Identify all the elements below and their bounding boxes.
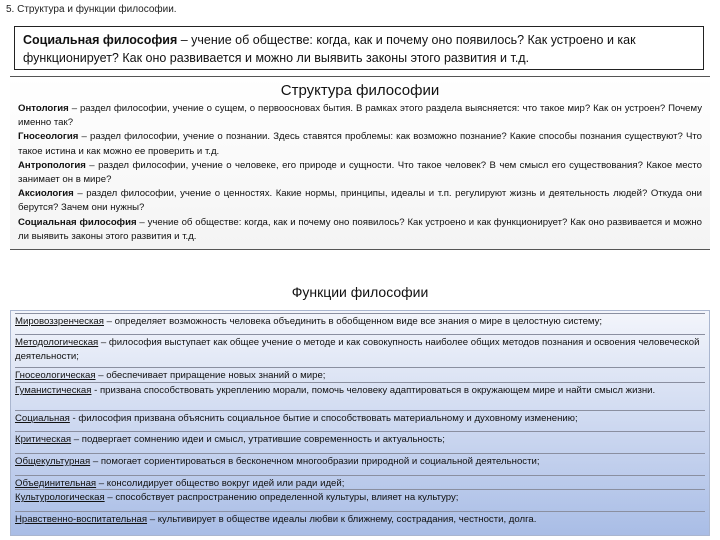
slide-title: 5. Структура и функции философии.: [6, 4, 177, 15]
function-item-moral-educational: [15, 511, 705, 527]
function-term: Нравственно-воспитательная: [15, 514, 148, 525]
structure-text: – раздел философии, учение о человеке, его природе и сущности. Что такое человек? В чем смысл его существования? Какое место занимает он в мире?: [18, 159, 702, 186]
function-item-gnoseological: [15, 367, 705, 383]
function-term: Мировоззренческая: [15, 316, 104, 327]
function-text: – консолидирует общество вокруг идей или ради идей;: [96, 478, 345, 489]
function-text: – философия выступает как общее учение о методе и как совокупность наиболее общих методов познания и освоения человеческой деятельности;: [15, 337, 700, 362]
function-term: Гносеологическая: [15, 370, 96, 381]
function-item-humanistic: [15, 382, 705, 398]
function-term: Социальная: [15, 413, 70, 424]
definition-term: Социальная философия: [23, 33, 178, 47]
function-item-social: [15, 410, 705, 426]
structure-text: – раздел философии, учение о сущем, о первоосновах бытия. В рамках этого раздела выясняется: что такое мир? Как он устроен? Почему именно так?: [18, 103, 702, 129]
structure-item-axiology: [18, 187, 702, 215]
definition-box: [14, 26, 704, 70]
function-text: – способствует распространению определенной культуры, влияет на культуру;: [104, 492, 459, 503]
structure-text: – раздел философии, учение о познании. Здесь ставятся проблемы: как возможно познание? Какие способы познания существуют? Что такое истина и как можно ее проверить и т.д.: [18, 131, 702, 157]
structure-term: Антропология: [18, 159, 86, 171]
structure-title: Структура философии: [280, 82, 440, 99]
function-item-critical: [15, 431, 705, 447]
function-item-culturological: [15, 489, 705, 505]
structure-text: – раздел философии, учение о ценностях. Какие нормы, принципы, идеалы и т.п. регулируют жизнь и деятельность людей? Откуда они берутся? Зачем они нужны?: [18, 188, 702, 214]
function-term: Критическая: [15, 434, 72, 445]
structure-text: – учение об обществе: когда, как и почему оно появилось? Как устроено и как функционирует? Как оно развивается и можно ли выявить законы этого развития и т.д.: [18, 216, 702, 242]
function-text: – помогает сориентироваться в бесконечном многообразии природной и социальной деятельности;: [90, 456, 540, 467]
function-text: – подвергает сомнению идеи и смысл, утратившие современность и актуальность;: [71, 434, 445, 445]
structure-item-anthropology: [18, 159, 702, 187]
function-term: Методологическая: [15, 337, 99, 348]
structure-section: [10, 76, 710, 250]
function-text: - философия призвана объяснить социальное бытие и способствовать материальному и духовному изменению;: [69, 413, 578, 424]
functions-title: Функции философии: [291, 284, 429, 300]
structure-term: Аксиология: [18, 188, 74, 200]
function-item-general-cultural: [15, 453, 705, 469]
structure-item-gnoseology: [18, 130, 702, 158]
function-term: Гуманистическая: [15, 385, 92, 396]
structure-term: Гносеология: [18, 131, 79, 143]
function-term: Культурологическая: [15, 492, 105, 503]
structure-item-social: [18, 216, 702, 244]
structure-item-ontology: [18, 102, 702, 130]
function-item-worldview: [15, 313, 705, 329]
definition-text: – учение об обществе: когда, как и почему оно появилось? Как устроено и как функционирует? Как оно развивается и можно ли выявить законы этого развития и т.д.: [23, 33, 636, 65]
function-text: – определяет возможность человека объединить в обобщенном виде все знания о мире в целостную систему;: [103, 316, 603, 327]
function-item-methodological: [15, 334, 705, 364]
function-term: Общекультурная: [15, 456, 91, 467]
structure-term: Социальная философия: [18, 216, 137, 228]
function-text: - призвана способствовать укреплению морали, помочь человеку адаптироваться в окружающем мире и найти смысл жизни.: [91, 385, 656, 396]
function-text: – обеспечивает приращение новых знаний о мире;: [95, 370, 326, 381]
function-text: – культивирует в обществе идеалы любви к ближнему, сострадания, честности, долга.: [147, 514, 537, 525]
function-term: Объединительная: [15, 478, 97, 489]
structure-term: Онтология: [18, 103, 69, 114]
functions-section: [10, 310, 710, 536]
